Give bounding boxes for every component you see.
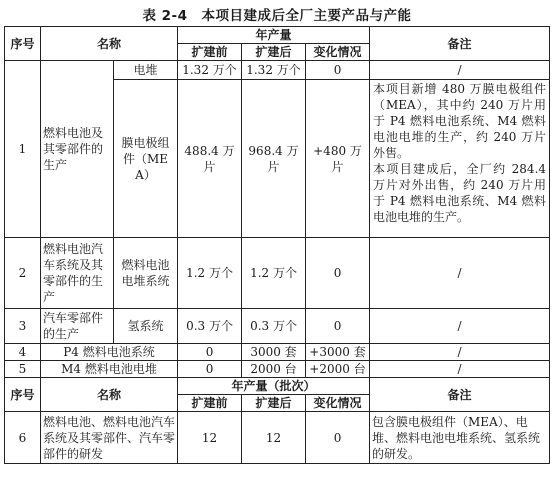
cell-change-6: 0 (306, 412, 370, 464)
cell-group-2: 燃料电池汽车系统及其零部件的生产 (41, 238, 114, 309)
header2-after: 扩建后 (242, 395, 306, 412)
header2-seq: 序号 (5, 378, 41, 412)
header2-annual-output-batch: 年产量（批次） (178, 378, 370, 395)
cell-seq-5: 5 (5, 361, 41, 378)
cell-after-mea: 968.4 万片 (242, 80, 306, 238)
cell-change-3: 0 (306, 309, 370, 344)
cell-change-mea: +480 万片 (306, 80, 370, 238)
cell-name-6: 燃料电池、燃料电池汽车系统及其零部件、汽车零部件的研发 (41, 412, 178, 464)
cell-remark-2: / (370, 238, 550, 309)
cell-remark-5: / (370, 361, 550, 378)
cell-before-6: 12 (178, 412, 242, 464)
cell-name-3: 氢系统 (114, 309, 178, 344)
cell-seq-1: 1 (5, 61, 41, 238)
cell-name-stack: 电堆 (114, 61, 178, 80)
cell-before-mea: 488.4 万片 (178, 80, 242, 238)
cell-remark-4: / (370, 344, 550, 361)
cell-name-4: P4 燃料电池系统 (41, 344, 178, 361)
cell-seq-6: 6 (5, 412, 41, 464)
cell-change-2: 0 (306, 238, 370, 309)
header-change: 变化情况 (306, 44, 370, 61)
table-title: 表 2-4 本项目建成后全厂主要产品与产能 (142, 8, 412, 24)
cell-seq-3: 3 (5, 309, 41, 344)
cell-after-3: 0.3 万个 (242, 309, 306, 344)
header2-name: 名称 (41, 378, 178, 412)
cell-before-5: 0 (178, 361, 242, 378)
cell-seq-4: 4 (5, 344, 41, 361)
cell-seq-2: 2 (5, 238, 41, 309)
cell-before-2: 1.2 万个 (178, 238, 242, 309)
header2-before: 扩建前 (178, 395, 242, 412)
cell-name-mea: 膜电极组件（MEA） (114, 80, 178, 238)
cell-before-4: 0 (178, 344, 242, 361)
cell-remark-3: / (370, 309, 550, 344)
header2-change: 变化情况 (306, 395, 370, 412)
cell-name-5: M4 燃料电池电堆 (41, 361, 178, 378)
header-after: 扩建后 (242, 44, 306, 61)
cell-group-1: 燃料电池及其零部件的生产 (41, 61, 114, 238)
cell-remark-stack: / (370, 61, 550, 80)
header-annual-output: 年产量 (178, 27, 370, 44)
cell-after-5: 2000 台 (242, 361, 306, 378)
header-before: 扩建前 (178, 44, 242, 61)
cell-after-stack: 1.32 万个 (242, 61, 306, 80)
header-name: 名称 (41, 27, 178, 61)
cell-remark-6: 包含膜电极组件（MEA）、电堆、燃料电池电堆系统、氢系统的研发。 (370, 412, 550, 464)
cell-group-3: 汽车零部件的生产 (41, 309, 114, 344)
cell-change-5: +2000 台 (306, 361, 370, 378)
header-remark: 备注 (370, 27, 550, 61)
cell-change-4: +3000 套 (306, 344, 370, 361)
remark-mea-paragraph-1: 本项目新增 480 万膜电极组件（MEA），其中约 240 万片用于 P4 燃料电池系统、M4 燃料电池电堆的生产，约 240 万片外售。 (373, 82, 547, 160)
cell-after-2: 1.2 万个 (242, 238, 306, 309)
cell-after-6: 12 (242, 412, 306, 464)
cell-name-2: 燃料电池电堆系统 (114, 238, 178, 309)
cell-before-stack: 1.32 万个 (178, 61, 242, 80)
header2-remark: 备注 (370, 378, 550, 412)
cell-remark-mea (370, 80, 550, 238)
cell-before-3: 0.3 万个 (178, 309, 242, 344)
remark-mea-paragraph-2: 本项目建成后，全厂约 284.4 万片对外出售，约 240 万片用于 P4 燃料电池系统、M4 燃料电池电堆的生产。 (373, 162, 547, 224)
cell-change-stack: 0 (306, 61, 370, 80)
cell-after-4: 3000 套 (242, 344, 306, 361)
header-seq: 序号 (5, 27, 41, 61)
product-capacity-table (4, 26, 550, 464)
